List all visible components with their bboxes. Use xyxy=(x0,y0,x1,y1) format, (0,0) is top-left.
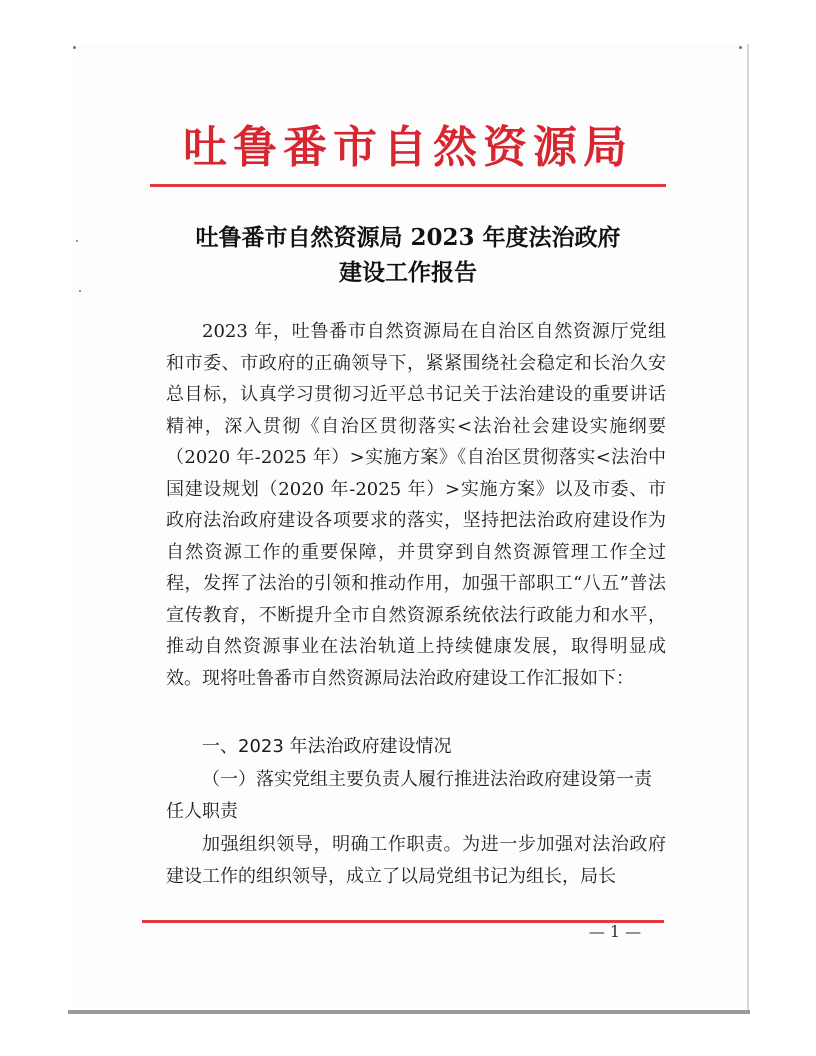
page-number: — 1 — xyxy=(588,922,642,941)
scan-speck xyxy=(76,240,78,242)
intro-paragraph: 2023 年，吐鲁番市自然资源局在自治区自然资源厅党组和市委、市政府的正确领导下，紧紧围绕社会稳定和长治久安总目标，认真学习贯彻习近平总书记关于法治建设的重要讲话精神，深入贯彻《自治区贯彻落实<法治社会建设实施纲要（2020 年-2025 年）>实施方案》《自治区贯彻落实<法治中国建设规划（2020 年-2025 年）>实施方案》以及市委、市政府法治政府建设各项要求的落实，坚持把法治政府建设作为自然资源工作的重要保障，并贯穿到自然资源管理工作全过程，发挥了法治的引领和推动作用，加强干部职工“八五”普法宣传教育，不断提升全市自然资源系统依法行政能力和水平，推动自然资源事业在法治轨道上持续健康发展，取得明显成效。现将吐鲁番市自然资源局法治政府建设工作汇报如下： xyxy=(166,321,666,689)
subsection-paragraph: 加强组织领导，明确工作职责。为进一步加强对法治政府建设工作的组织领导，成立了以局党组书记为组长，局长 xyxy=(166,834,666,887)
letterhead-red-rule xyxy=(150,184,666,187)
scan-speck xyxy=(73,46,76,49)
document-title-line-2: 建设工作报告 xyxy=(339,259,477,286)
scan-speck xyxy=(739,46,742,49)
document-title-line-1: 吐鲁番市自然资源局 2023 年度法治政府 xyxy=(195,224,621,251)
section-heading: 一、2023 年法治政府建设情况 xyxy=(202,736,452,757)
scan-edge-bottom xyxy=(68,1010,750,1014)
scan-speck xyxy=(79,290,81,292)
scan-edge-right xyxy=(747,44,749,1012)
letterhead-org-name: 吐鲁番市自然资源局 xyxy=(183,122,633,173)
subsection-heading: （一）落实党组主要负责人履行推进法治政府建设第一责任人职责 xyxy=(166,769,652,822)
